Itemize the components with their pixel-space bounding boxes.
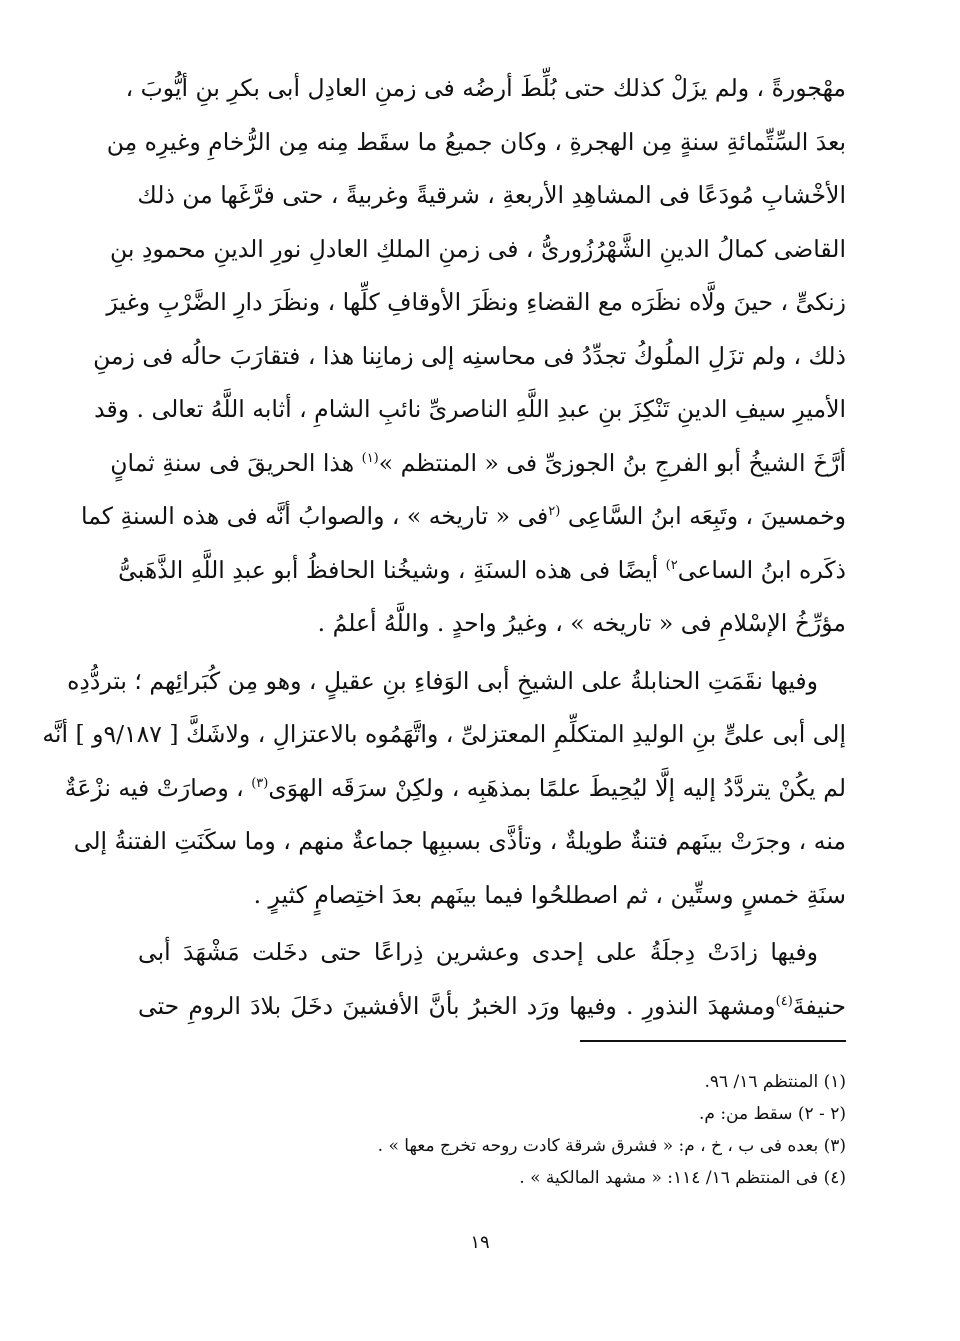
text-segment: أرَّخَ الشيخُ أبو الفرجِ بنُ الجوزىِّ فى « المنتظم » bbox=[378, 448, 846, 477]
text-line bbox=[81, 490, 846, 544]
footnote-marker-3: (٣) bbox=[251, 775, 269, 791]
text-segment: وخمسينَ ، وتَبِعَه ابنُ السَّاعِى bbox=[560, 502, 846, 530]
main-text bbox=[42, 62, 846, 1033]
footnote-marker-1: (١) bbox=[361, 450, 379, 466]
text-segment: هذا الحريقَ فى سنةِ ثمانٍ bbox=[110, 448, 362, 477]
footnote-marker-2-close: ٢) bbox=[665, 557, 678, 573]
footnotes bbox=[300, 1066, 846, 1194]
text-line bbox=[110, 437, 846, 491]
text-line: وفيها نقَمَتِ الحنابلةُ على الشيخِ أبى الوَفاءِ بنِ عقيلٍ ، وهو مِن كُبَرائِهم ؛ بتردُّدِه bbox=[67, 666, 818, 695]
text-segment: ومشهدَ النذورِ . وفيها ورَد الخبرُ بأنَّ الأفشينَ دخَلَ بلادَ الرومِ حتى bbox=[138, 991, 776, 1020]
text-segment: فى « تاريخه » ، والصوابُ أنَّه فى هذه السنةِ كما bbox=[81, 502, 549, 530]
text-segment: أيضًا فى هذه السنَةِ ، وشيخُنا الحافظُ أبو عبدِ اللَّهِ الذَّهَبىُّ bbox=[118, 555, 666, 584]
page-number: ١٩ bbox=[470, 1232, 490, 1253]
footnote-4: (٤) فى المنتظم ١٦/ ١١٤: « مشهد المالكية » . bbox=[519, 1168, 846, 1188]
text-segment: أنَّه bbox=[42, 720, 76, 748]
footnote-2: (٢ - ٢) سقط من: م. bbox=[698, 1104, 846, 1124]
text-line: زنكىٍّ ، حينَ ولَّاه نظَرَه مع القضاءِ ونظَرَ الأوقافِ كلِّها ، ونظَرَ دارِ الضَّرْبِ وغيرَ bbox=[106, 288, 846, 316]
text-line: الأميرِ سيفِ الدينِ تَنْكِزَ بنِ عبدِ اللَّهِ الناصرىِّ نائبِ الشامِ ، أثابه اللَّهُ تعالى . وقد bbox=[94, 395, 846, 423]
text-line: بعدَ السِّتِّمائةِ سنةٍ مِن الهجرةِ ، وكان جميعُ ما سقَط مِنه مِن الرُّخامِ وغيرِه مِن bbox=[106, 127, 846, 156]
text-line: مهْجورةً ، ولم يزَلْ كذلك حتى بُلِّطَ أرضُه فى زمنِ العادِل أبى بكرِ بنِ أيُّوبَ ، bbox=[125, 74, 846, 102]
text-segment: ، وصارَتْ فيه نزْعَةٌ bbox=[64, 773, 252, 802]
footnote-marker-2-open: (٢ bbox=[548, 504, 561, 520]
paragraph-1 bbox=[81, 62, 846, 651]
paragraph-3 bbox=[138, 926, 846, 1033]
footnote-separator bbox=[580, 1040, 846, 1042]
footnote-1: (١) المنتظم ١٦/ ٩٦. bbox=[704, 1072, 846, 1092]
text-segment: إلى أبى علىٍّ بنِ الوليدِ المتكلِّمِ المعتزلىِّ ، واتَّهَمُوه بالاعتزالِ ، ولاشَكَّ bbox=[178, 720, 846, 748]
text-line bbox=[42, 708, 846, 762]
text-line: وفيها زادَتْ دِجلَةُ على إحدى وعشرين ذِراعًا حتى دخَلت مَشْهَدَ أبى bbox=[138, 938, 818, 966]
footnote-3: (٣) بعده فى ب ، خ ، م: « فشرق شرقة كادت روحه تخرج معها » . bbox=[377, 1136, 846, 1156]
text-line bbox=[138, 980, 846, 1034]
text-line bbox=[64, 762, 846, 816]
text-line: مؤرِّخُ الإسْلامِ فى « تاريخه » ، وغيرُ واحدٍ . واللَّهُ أعلمُ . bbox=[317, 609, 846, 637]
manuscript-reference: [ ٩/١٨٧و ] bbox=[75, 720, 179, 748]
text-segment: حنيفةَ bbox=[792, 991, 846, 1020]
text-segment: ذكَره ابنُ الساعى bbox=[677, 555, 846, 584]
paragraph-2 bbox=[42, 655, 846, 923]
text-segment: لم يكُنْ يتردَّدُ إليه إلَّا ليُحِيطَ علمًا بمذهَبِه ، ولكِنْ سرَقَه الهوَى bbox=[268, 773, 846, 802]
text-line: ذلك ، ولم تزَلِ الملُوكُ تجدِّدُ فى محاسنِه إلى زمانِنا هذا ، فتقارَبَ حالُه فى زمنِ bbox=[93, 341, 846, 370]
text-line bbox=[118, 544, 846, 598]
text-line: منه ، وجرَتْ بينَهم فتنةٌ طويلةٌ ، وتأذَّى بسببِها جماعةٌ منهم ، وما سكَنَتِ الفتنةُ إلى bbox=[73, 827, 846, 855]
footnote-marker-4: (٤) bbox=[775, 993, 793, 1009]
text-line: القاضى كمالُ الدينِ الشَّهْرُزُورىُّ ، فى زمنِ الملكِ العادلِ نورِ الدينِ محمودِ بنِ bbox=[110, 234, 846, 263]
text-line: الأخْشابِ مُودَعًا فى المشاهِدِ الأربعةِ ، شرقيةً وغربيةً ، حتى فرَّغَها من ذلك bbox=[137, 181, 846, 209]
text-line: سنَةِ خمسٍ وستِّين ، ثم اصطلحُوا فيما بينَهم بعدَ اختِصامٍ كثيرٍ . bbox=[253, 880, 846, 909]
